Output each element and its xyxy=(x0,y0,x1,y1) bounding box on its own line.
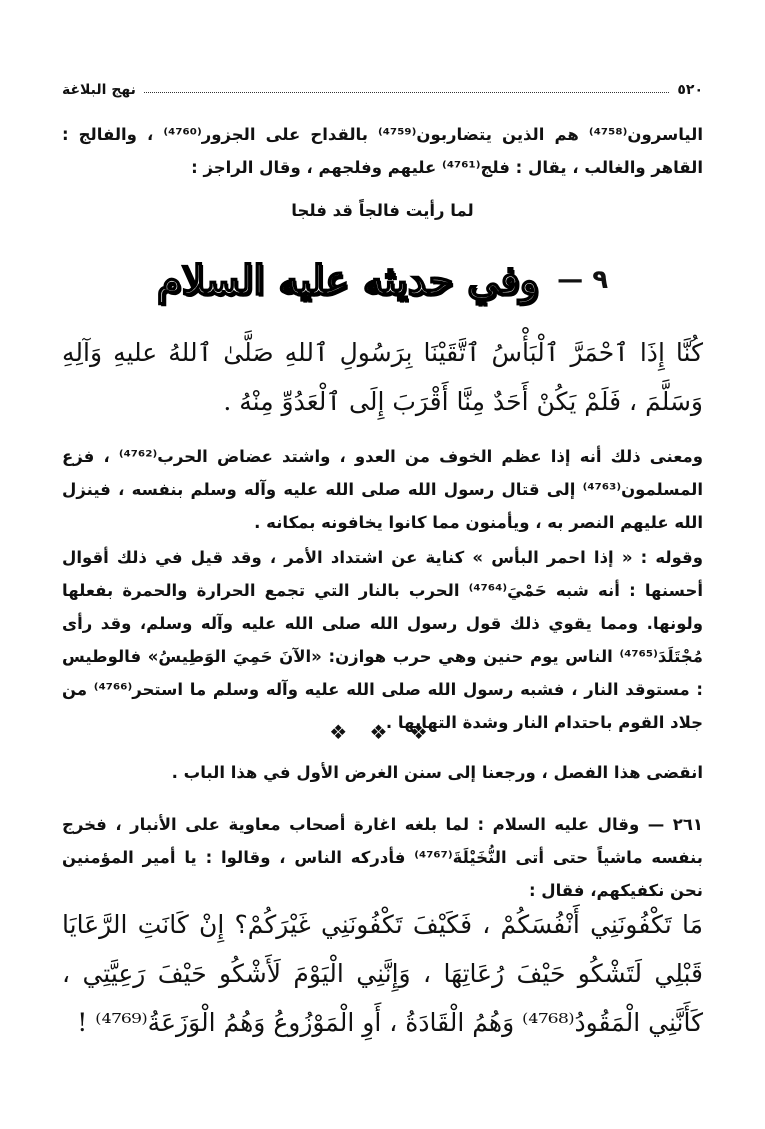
paragraph-commentary: وقوله : « إذا احمر البأس » كناية عن اشتداد الأمر ، وقد قيل في ذلك أقوال أحسنها : أنه شبه حَمْيَ⁽⁴⁷⁶⁴⁾ الحرب بالنار التي تجمع الحرارة والحمرة بفعلها ولونها. ومما يقوي ذلك قول رسول الله صلى الله عليه وآله وسلم، وقد رأى مُجْتَلَدَ⁽⁴⁷⁶⁵⁾ الناس يوم حنين وهي حرب هوازن: «الآنَ حَمِيَ الوَطِيسُ» فالوطيس : مستوقد النار ، فشبه رسول الله صلى الله عليه وآله وسلم ما استحر⁽⁴⁷⁶⁶⁾ من جلاد القوم باحتدام النار وشدة التهابها . xyxy=(62,548,704,732)
section-number: ٩ — xyxy=(557,265,609,295)
paragraph-yasirun: الياسرون⁽⁴⁷⁵⁸⁾ هم الذين يتضاربون⁽⁴⁷⁵⁹⁾ بالقداح على الجزور⁽⁴⁷⁶⁰⁾ ، والفالج : القاهر والغالب ، يقال : فلج⁽⁴⁷⁶¹⁾ عليهم وفلجهم ، وقال الراجز : xyxy=(62,125,703,177)
paragraph-meaning: ومعنى ذلك أنه إذا عظم الخوف من العدو ، واشتد عضاض الحرب⁽⁴⁷⁶²⁾ ، فزع المسلمون⁽⁴⁷⁶³⁾ إلى قتال رسول الله صلى الله عليه وآله وسلم بنفسه ، فينزل الله عليهم النصر به ، ويأمنون مما كانوا يخافونه بمكانه . xyxy=(62,447,703,532)
book-title: نهج البلاغة xyxy=(62,82,136,98)
paragraph-section-end: انقضى هذا الفصل ، ورجعنا إلى سنن الغرض الأول في هذا الباب . xyxy=(171,763,703,782)
page-number: ٥٢٠ xyxy=(677,82,703,98)
section-title-calligraphy: وفي حديثه عليه السلام xyxy=(156,256,540,304)
page-header xyxy=(62,72,703,98)
header-dotted-rule xyxy=(144,91,669,93)
sermon-quote: مَا تَكْفُونَنِي أَنْفُسَكُمْ ، فَكَيْفَ تَكْفُونَنِي غَيْرَكُمْ؟ إِنْ كَانَتِ الرَّعَايَا قَبْلِي لَتَشْكُو حَيْفَ رُعَاتِهَا ، وَإِنَّنِي الْيَوْمَ لَأَشْكُو حَيْفَ رَعِيَّتِي ، كَأَنَّنِي الْمَقُودُ⁽⁴⁷⁶⁸⁾ وَهُمُ الْقَادَةُ ، أَوِ الْمَوْزُوعُ وَهُمُ الْوَزَعَةُ⁽⁴⁷⁶⁹⁾ ! xyxy=(62,910,703,1037)
section-heading xyxy=(62,248,703,312)
paragraph-saying-261: ٢٦١ — وقال عليه السلام : لما بلغه اغارة أصحاب معاوية على الأنبار ، فخرج بنفسه ماشياً حتى أتى النُّخَيْلَةَ⁽⁴⁷⁶⁷⁾ فأدركه الناس ، وقالوا : يا أمير المؤمنين نحن نكفيكهم، فقال : xyxy=(62,815,703,900)
hadith-quote: كُنَّا إِذَا ٱحْمَرَّ ٱلْبَأْسُ ٱتَّقَيْنَا بِرَسُولِ ٱللهِ صَلَّىٰ ٱللهُ عليهِ وَآلِهِ وَسَلَّمَ ، فَلَمْ يَكُنْ أَحَدٌ مِنَّا أَقْرَبَ إِلَى ٱلْعَدُوِّ مِنْهُ . xyxy=(62,338,703,416)
rajaz-verse: لما رأيت فالجاً قد فلجا xyxy=(291,201,474,220)
ornament-divider: ❖ ❖ ❖ xyxy=(329,720,436,744)
